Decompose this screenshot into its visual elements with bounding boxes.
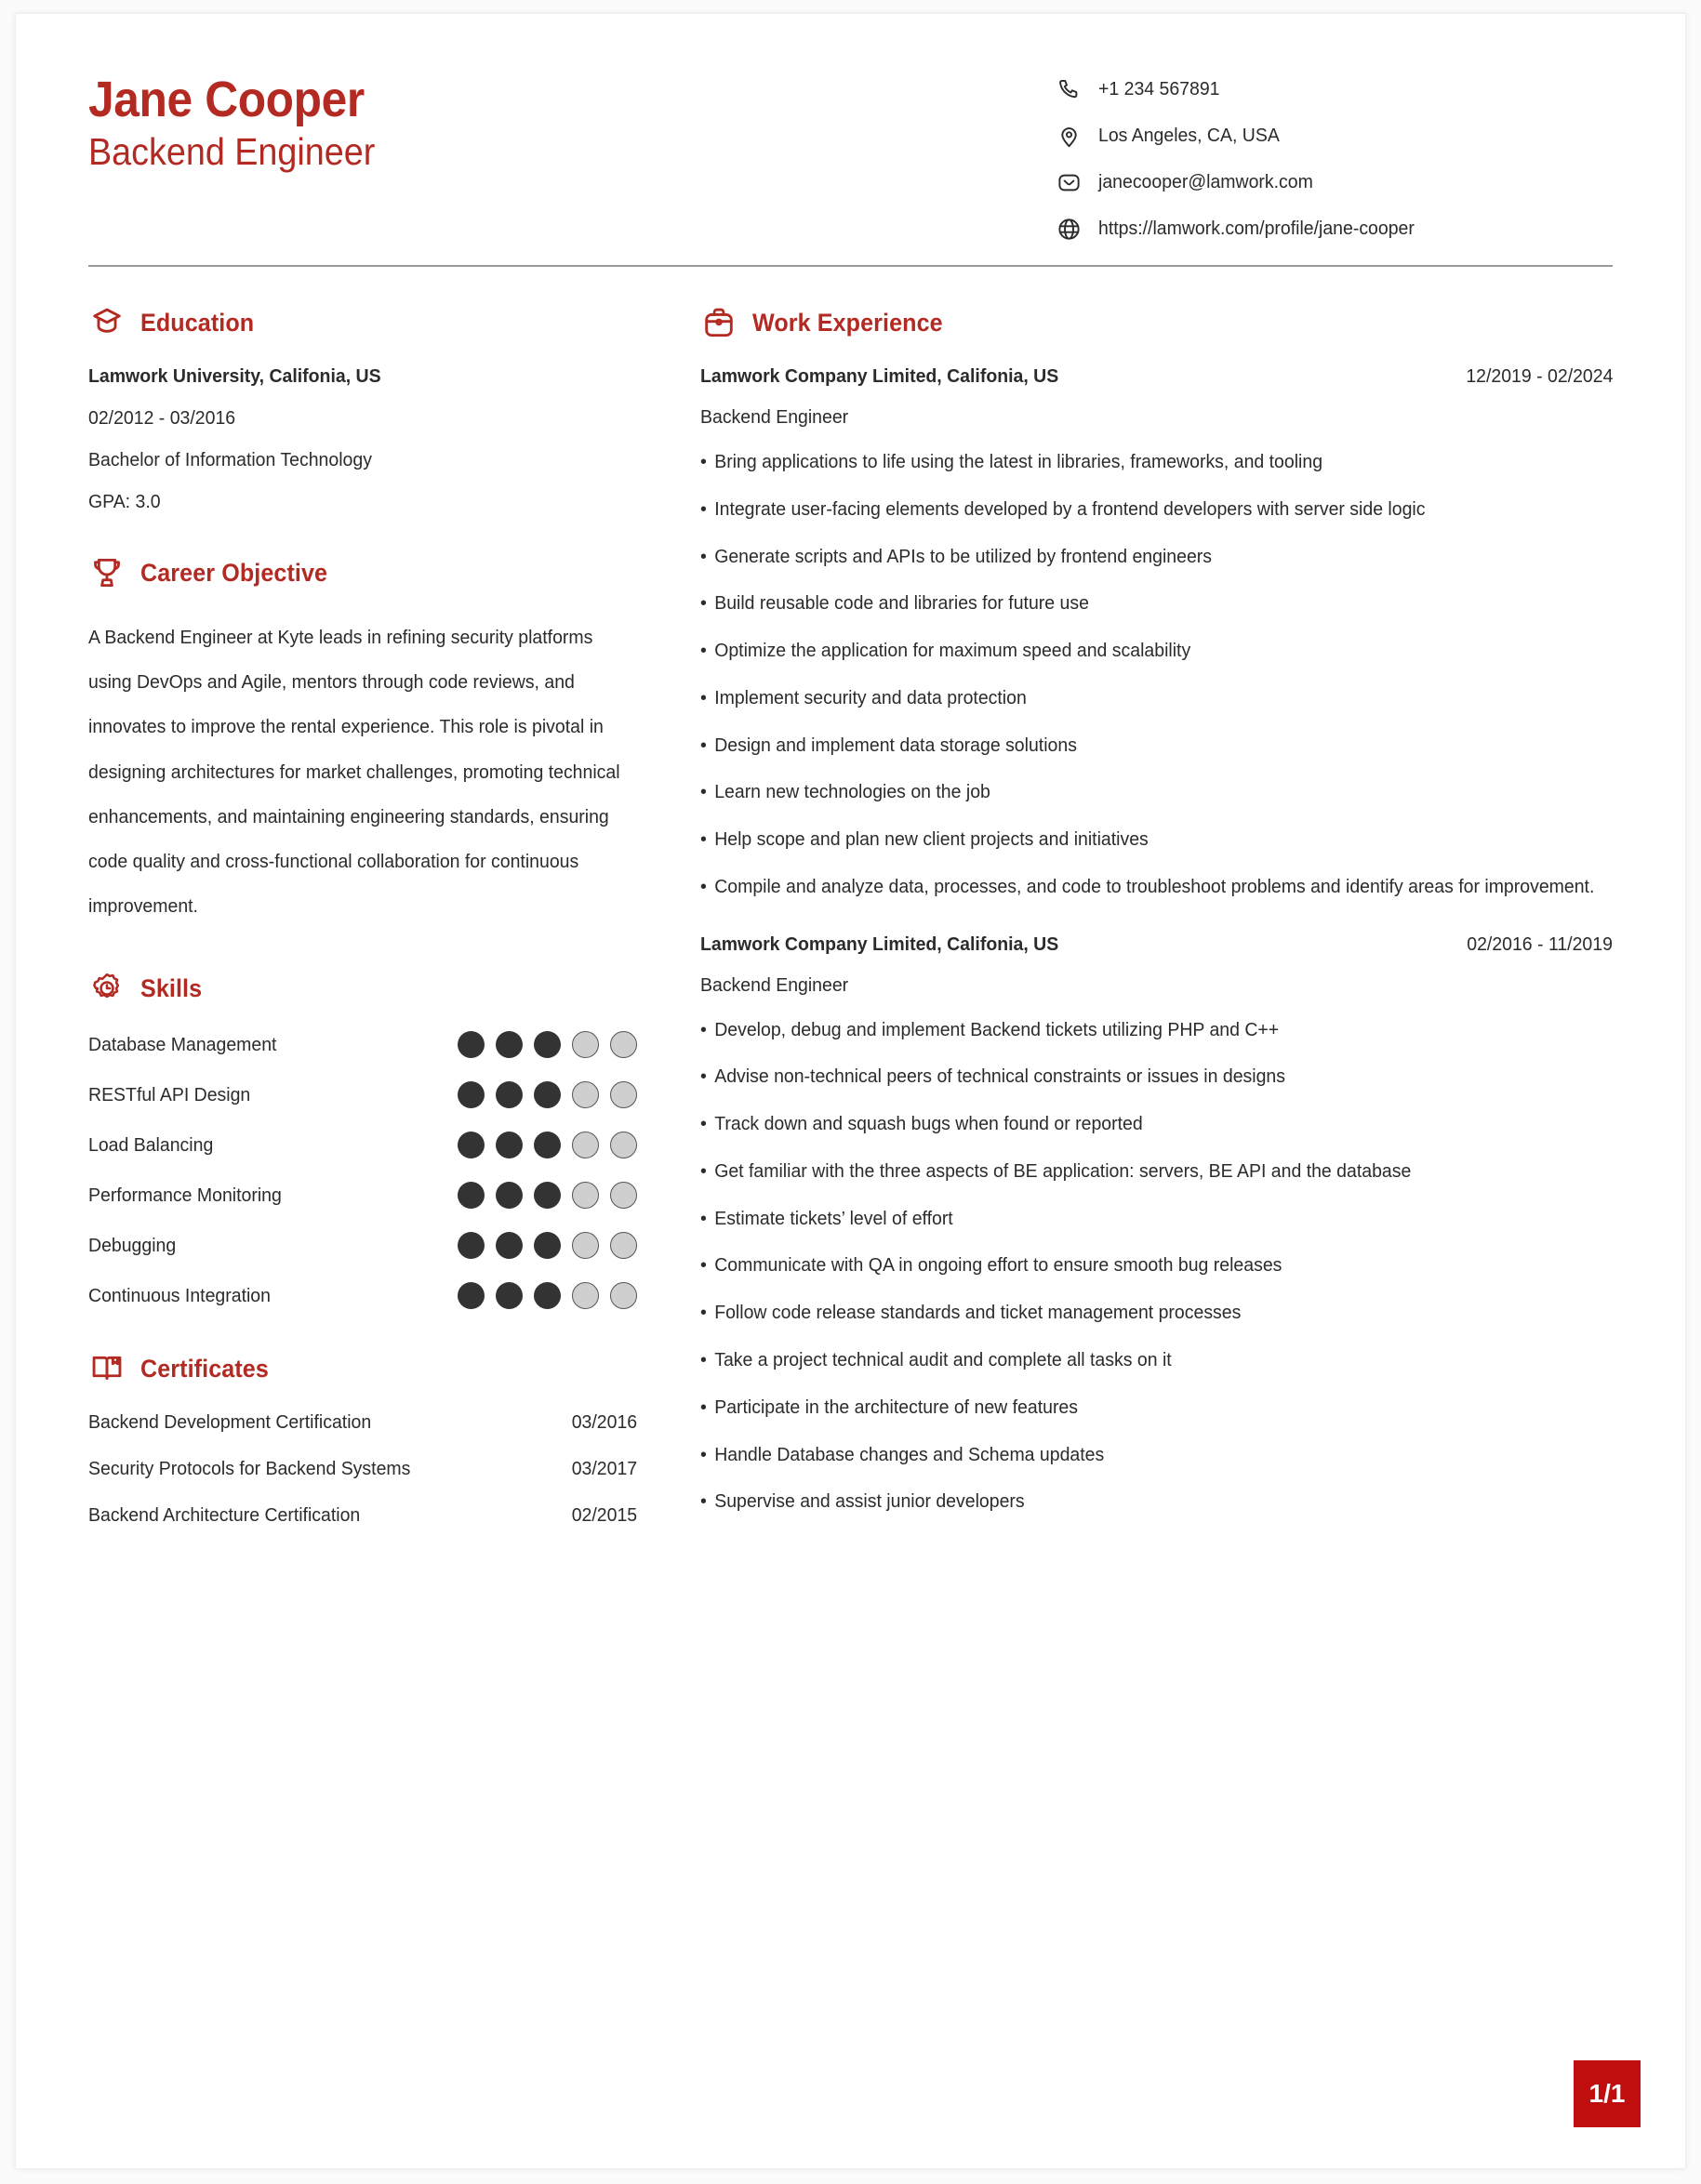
skill-dot-filled — [534, 1232, 561, 1259]
section-title-skills: Skills — [140, 973, 203, 1002]
skill-row — [88, 1282, 637, 1309]
section-skills — [88, 970, 637, 1309]
skill-level-dots — [458, 1031, 637, 1058]
work-experience-list — [700, 365, 1613, 1516]
skill-dot-empty — [610, 1031, 637, 1058]
section-title-career-objective: Career Objective — [140, 558, 328, 587]
page-indicator-badge: 1/1 — [1574, 2060, 1641, 2127]
work-role: Backend Engineer — [700, 406, 849, 428]
skill-dot-filled — [458, 1232, 485, 1259]
header-divider — [88, 265, 1613, 267]
skill-dot-filled — [458, 1182, 485, 1209]
work-bullet: • Handle Database changes and Schema updates — [700, 1440, 1611, 1470]
skill-dot-filled — [458, 1282, 485, 1309]
work-bullet: • Design and implement data storage solutions — [700, 731, 1611, 761]
certificate-name: Security Protocols for Backend Systems — [88, 1458, 411, 1480]
skill-dot-filled — [458, 1081, 485, 1108]
skill-name: Debugging — [88, 1234, 177, 1256]
work-bullet: • Advise non-technical peers of technical constraints or issues in designs — [700, 1062, 1611, 1092]
resume-document — [15, 13, 1686, 2169]
work-dates: 12/2019 - 02/2024 — [1465, 365, 1613, 387]
skill-name: Load Balancing — [88, 1133, 214, 1156]
globe-icon — [1055, 215, 1083, 243]
work-bullet: • Get familiar with the three aspects of BE application: servers, BE API and the database — [700, 1157, 1611, 1186]
work-bullet: • Participate in the architecture of new features — [700, 1393, 1611, 1423]
skill-row — [88, 1132, 637, 1158]
graduation-cap-icon — [88, 304, 126, 341]
email-icon — [1055, 168, 1083, 196]
section-career-objective — [88, 554, 637, 929]
certificate-date: 03/2017 — [571, 1458, 637, 1480]
skill-row — [88, 1031, 637, 1058]
skill-dot-filled — [534, 1132, 561, 1158]
skill-dot-filled — [496, 1232, 523, 1259]
skill-name: RESTful API Design — [88, 1083, 251, 1105]
section-certificates — [88, 1350, 637, 1527]
work-bullet: • Implement security and data protection — [700, 683, 1611, 713]
certificate-row — [88, 1458, 637, 1480]
contact-row-location[interactable] — [1055, 122, 1613, 150]
skill-row — [88, 1232, 637, 1259]
section-title-education: Education — [140, 308, 255, 337]
work-bullet: • Bring applications to life using the latest in libraries, frameworks, and tooling — [700, 447, 1611, 477]
skill-name: Performance Monitoring — [88, 1184, 282, 1206]
work-bullet: • Supervise and assist junior developers — [700, 1487, 1611, 1516]
work-bullet: • Take a project technical audit and complete all tasks on it — [700, 1345, 1611, 1375]
work-bullet-list — [700, 447, 1613, 902]
left-column — [88, 304, 637, 1568]
work-bullet: • Build reusable code and libraries for future use — [700, 589, 1611, 618]
section-header-work-experience — [700, 304, 1613, 341]
work-bullet: • Communicate with QA in ongoing effort to ensure smooth bug releases — [700, 1251, 1611, 1280]
work-bullet: • Integrate user-facing elements developed by a frontend developers with server side logic — [700, 495, 1611, 524]
work-bullet: • Estimate tickets’ level of effort — [700, 1204, 1611, 1234]
skill-dot-empty — [572, 1132, 599, 1158]
work-bullet: • Optimize the application for maximum speed and scalability — [700, 636, 1611, 666]
work-bullet: • Compile and analyze data, processes, and code to troubleshoot problems and identify areas for improvement. — [700, 872, 1611, 902]
work-bullet: • Help scope and plan new client projects and initiatives — [700, 825, 1611, 854]
skill-level-dots — [458, 1081, 637, 1108]
skill-level-dots — [458, 1182, 637, 1209]
section-work-experience — [700, 304, 1613, 1516]
skill-dot-filled — [534, 1031, 561, 1058]
section-header-career-objective — [88, 554, 637, 591]
skill-dot-filled — [534, 1081, 561, 1108]
certificate-row — [88, 1411, 637, 1434]
contact-row-email[interactable] — [1055, 168, 1613, 196]
certificates-list — [88, 1411, 637, 1527]
skill-dot-filled — [496, 1081, 523, 1108]
skill-dot-filled — [496, 1282, 523, 1309]
skill-dot-empty — [610, 1081, 637, 1108]
briefcase-icon — [700, 304, 738, 341]
skill-dot-filled — [496, 1132, 523, 1158]
work-organization: Lamwork Company Limited, Califonia, US — [700, 365, 1059, 387]
skill-dot-empty — [572, 1182, 599, 1209]
education-dates: 02/2012 - 03/2016 — [88, 407, 236, 429]
skill-dot-empty — [610, 1282, 637, 1309]
work-dates: 02/2016 - 11/2019 — [1467, 933, 1613, 955]
certificate-row — [88, 1504, 637, 1527]
contact-website-value: https://lamwork.com/profile/jane-cooper — [1098, 217, 1415, 239]
page-title: Jane Cooper — [88, 72, 365, 127]
skills-list — [88, 1031, 637, 1309]
skill-dot-filled — [534, 1182, 561, 1209]
work-bullet: • Develop, debug and implement Backend tickets utilizing PHP and C++ — [700, 1015, 1611, 1045]
identity-block — [88, 62, 400, 176]
skill-row — [88, 1081, 637, 1108]
skill-row — [88, 1182, 637, 1209]
section-header-skills — [88, 970, 637, 1007]
work-bullet: • Generate scripts and APIs to be utilized by frontend engineers — [700, 542, 1611, 572]
skill-name: Continuous Integration — [88, 1284, 271, 1306]
certificate-date: 03/2016 — [571, 1411, 637, 1434]
education-organization: Lamwork University, Califonia, US — [88, 365, 381, 387]
skill-level-dots — [458, 1232, 637, 1259]
skill-dot-filled — [458, 1132, 485, 1158]
trophy-icon — [88, 554, 126, 591]
skill-dot-empty — [572, 1081, 599, 1108]
skill-dot-empty — [610, 1182, 637, 1209]
skill-dot-empty — [572, 1232, 599, 1259]
work-experience-entry — [700, 365, 1613, 902]
skill-dot-empty — [610, 1132, 637, 1158]
work-organization: Lamwork Company Limited, Califonia, US — [700, 933, 1059, 955]
location-icon — [1055, 122, 1083, 150]
contact-row-website[interactable] — [1055, 215, 1613, 243]
section-header-certificates — [88, 1350, 637, 1387]
phone-icon — [1055, 75, 1083, 103]
work-bullet-list — [700, 1015, 1613, 1516]
work-bullet: • Learn new technologies on the job — [700, 777, 1611, 807]
right-column — [700, 304, 1613, 1557]
resume-body — [88, 304, 1613, 1568]
contact-email-value: janecooper@lamwork.com — [1098, 170, 1313, 192]
work-bullet: • Track down and squash bugs when found or reported — [700, 1109, 1611, 1139]
skill-name: Database Management — [88, 1033, 277, 1055]
certificate-date: 02/2015 — [571, 1504, 637, 1527]
work-experience-entry — [700, 933, 1613, 1516]
skill-level-dots — [458, 1282, 637, 1309]
header-job-title: Backend Engineer — [88, 130, 376, 174]
contact-block — [1055, 62, 1613, 243]
section-title-work-experience: Work Experience — [752, 308, 943, 337]
certificate-name: Backend Architecture Certification — [88, 1504, 361, 1527]
skill-dot-filled — [496, 1182, 523, 1209]
work-experience-entry-header — [700, 365, 1613, 388]
contact-row-phone[interactable] — [1055, 75, 1613, 103]
gear-clock-icon — [88, 970, 126, 1007]
section-header-education — [88, 304, 637, 341]
skill-dot-filled — [534, 1282, 561, 1309]
skill-dot-filled — [496, 1031, 523, 1058]
contact-location-value: Los Angeles, CA, USA — [1098, 124, 1280, 146]
skill-dot-filled — [458, 1031, 485, 1058]
open-book-icon — [88, 1350, 126, 1387]
skill-level-dots — [458, 1132, 637, 1158]
section-education — [88, 304, 637, 513]
work-experience-entry-header — [700, 933, 1613, 956]
skill-dot-empty — [572, 1282, 599, 1309]
work-bullet: • Follow code release standards and ticket management processes — [700, 1298, 1611, 1328]
education-gpa: GPA: 3.0 — [88, 491, 161, 512]
career-objective-text: A Backend Engineer at Kyte leads in refining security platforms using DevOps and Agile, mentors through code reviews, and innovates to improve the rental experience. This role is pivotal in designing architectures for market challenges, promoting technical enhancements, and maintaining engineering standards, ensuring code quality and cross-functional collaboration for continuous improvement. — [88, 627, 620, 918]
section-title-certificates: Certificates — [140, 1354, 269, 1383]
skill-dot-empty — [610, 1232, 637, 1259]
certificate-name: Backend Development Certification — [88, 1411, 372, 1434]
resume-header — [88, 62, 1613, 259]
work-role: Backend Engineer — [700, 973, 849, 996]
contact-phone-value: +1 234 567891 — [1098, 77, 1220, 99]
education-degree: Bachelor of Information Technology — [88, 449, 372, 470]
skill-dot-empty — [572, 1031, 599, 1058]
